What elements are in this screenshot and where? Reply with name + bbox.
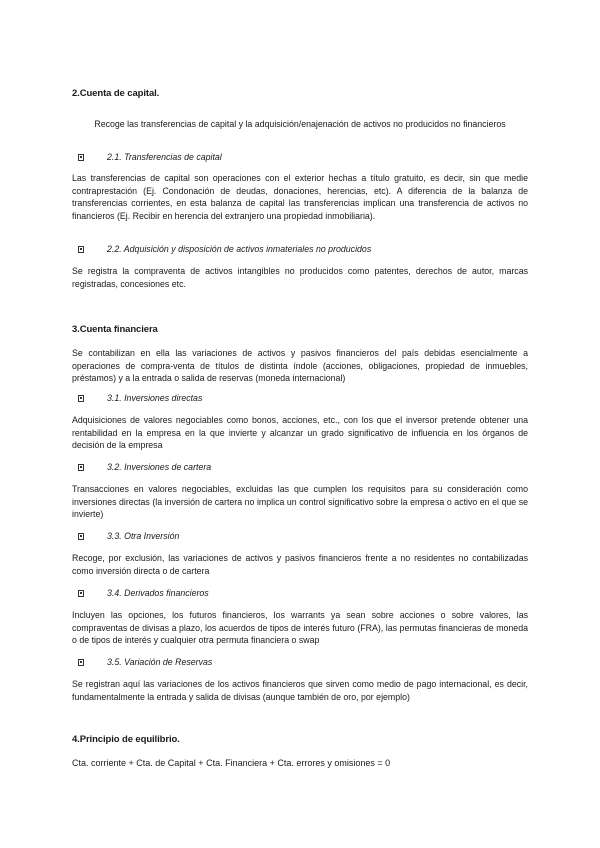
subsection-3-3 <box>78 531 179 541</box>
subsection-2-1 <box>78 152 222 162</box>
equilibrium-formula: Cta. corriente + Cta. de Capital + Cta. Financiera + Cta. errores y omisiones = 0 <box>72 758 391 768</box>
bullet-icon <box>78 395 84 402</box>
subsection-title: 3.3. Otra Inversión <box>107 531 180 541</box>
section-heading-capital: 2.Cuenta de capital. <box>72 88 160 99</box>
subsection-3-2 <box>78 462 211 472</box>
section-heading-equilibrio: 4.Principio de equilibrio. <box>72 734 180 745</box>
subsection-3-1 <box>78 393 202 403</box>
bullet-icon <box>78 659 84 666</box>
paragraph-3-2: Transacciones en valores negociables, excluidas las que cumplen los requisitos para su consideración como inversiones directas (la inversión de cartera no implica un control significativo sobre la empresa o activo en el que se invierte) <box>72 484 528 519</box>
paragraph-2-1: Las transferencias de capital son operaciones con el exterior hechas a título gratuito, es decir, sin que medie contraprestación (Ej. Condonación de deudas, donaciones, herencias, etc). A diferencia de la balanza de transferencias corrientes, en esta balanza de capital las transferencias implican una transferencia de activos no financieros (Ej. Recibir en herencia del extranjero una propiedad inmobiliaria). <box>72 173 528 221</box>
paragraph-3-3: Recoge, por exclusión, las variaciones de activos y pasivos financieros frente a no residentes no contabilizadas como inversión directa o de cartera <box>72 553 528 576</box>
bullet-icon <box>78 533 84 540</box>
subsection-title: 3.4. Derivados financieros <box>107 588 209 598</box>
subsection-title: 3.2. Inversiones de cartera <box>107 462 212 472</box>
bullet-icon <box>78 154 84 161</box>
bullet-icon <box>78 246 84 253</box>
paragraph-3-4: Incluyen las opciones, los futuros financieros, los warrants ya sean sobre acciones o sobre valores, las compraventas de divisas a plazo, los acuerdos de tipos de interés futuro (FRA), las permutas financieras de moneda o de tipos de interés y cualquier otra permuta financiera o swap <box>72 610 528 645</box>
subsection-title: 2.1. Transferencias de capital <box>107 152 222 162</box>
subsection-title: 3.5. Variación de Reservas <box>107 657 213 667</box>
financiera-intro: Se contabilizan en ella las variaciones de activos y pasivos financieros del país debidas esencialmente a operaciones de compra-venta de títulos de distinta índole (acciones, obligaciones, propiedad de inmuebles, préstamos) y a la entrada o salida de reservas (moneda internacional) <box>72 348 528 383</box>
subsection-title: 2.2. Adquisición y disposición de activos inmateriales no producidos <box>107 244 372 254</box>
subsection-3-5 <box>78 657 212 667</box>
bullet-icon <box>78 590 84 597</box>
section-heading-financiera: 3.Cuenta financiera <box>72 324 158 335</box>
subsection-title: 3.1. Inversiones directas <box>107 393 203 403</box>
paragraph-3-5: Se registran aquí las variaciones de los activos financieros que sirven como medio de pago internacional, es decir, fundamentalmente la entrada y salida de divisas (aunque también de oro, por ejemplo) <box>72 679 528 702</box>
capital-intro: Recoge las transferencias de capital y la adquisición/enajenación de activos no producidos no financieros <box>94 119 506 129</box>
subsection-2-2 <box>78 244 371 254</box>
bullet-icon <box>78 464 84 471</box>
paragraph-2-2: Se registra la compraventa de activos intangibles no producidos como patentes, derechos de autor, marcas registradas, concesiones etc. <box>72 266 528 289</box>
paragraph-3-1: Adquisiciones de valores negociables como bonos, acciones, etc., con los que el inversor pretende obtener una rentabilidad en la empresa en la que invierte y alcanzar un grado significativo de influencia en los órganos de decisión de la empresa <box>72 415 528 450</box>
subsection-3-4 <box>78 588 209 598</box>
